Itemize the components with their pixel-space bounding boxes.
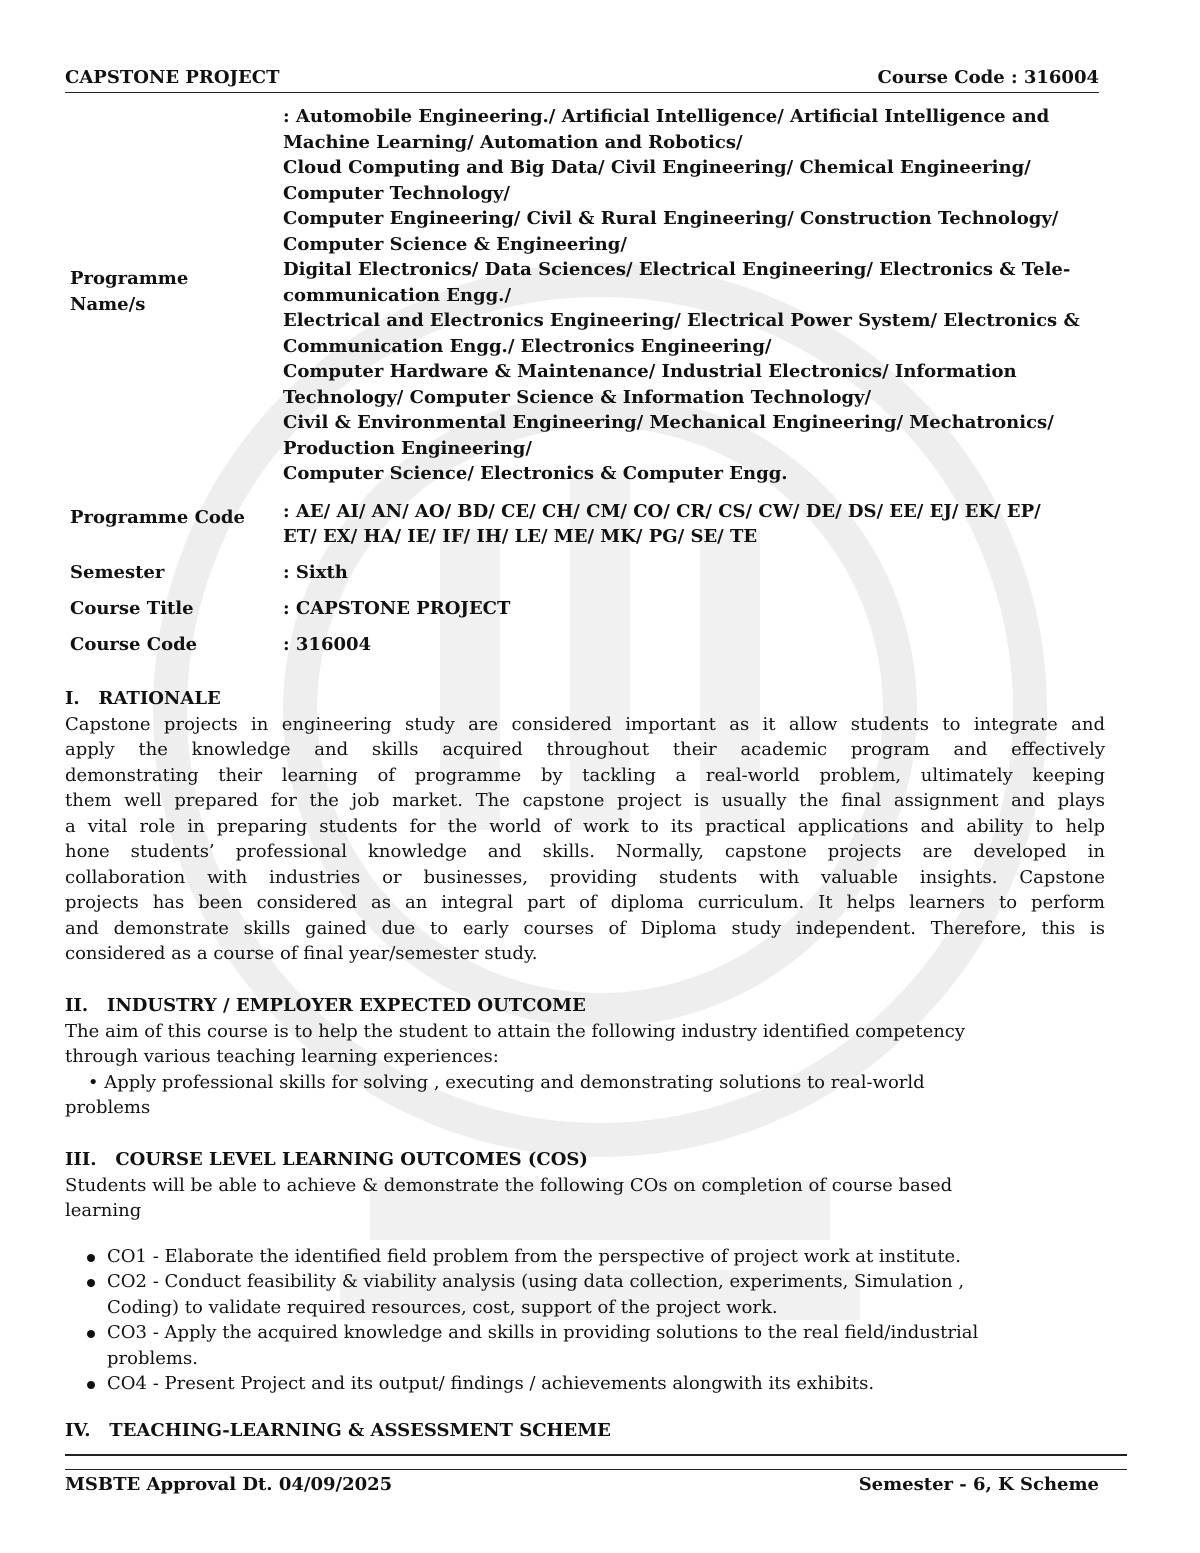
rationale-section [65,686,1105,967]
programme-names-row [70,104,1130,487]
industry-heading: II. INDUSTRY / EMPLOYER EXPECTED OUTCOME [65,995,586,1016]
bullet-icon [87,1330,95,1338]
co-item: CO4 - Present Project and its output/ findings / achievements alongwith its exhibits. [65,1371,1105,1397]
header-course-code: Course Code : 316004 [877,67,1099,88]
programme-code-label: Programme Code [70,506,245,528]
course-code-row [70,632,1130,658]
industry-section [65,993,1105,1121]
programme-code-row [70,499,1130,550]
semester-label: Semester [70,561,165,583]
co-item: CO3 - Apply the acquired knowledge and skills in providing solutions to the real field/industrial problems. [65,1320,1105,1371]
co-list [65,1244,1105,1397]
cos-intro: Students will be able to achieve & demonstrate the following COs on completion of course based learning [65,1174,953,1221]
programme-names-value: : Automobile Engineering./ Artificial Intelligence/ Artificial Intelligence and Machine Learning/ Automation and Robotics/ Cloud Computing and Big Data/ Civil Engineering/ Chemical Engineering/ Computer Technology/ Computer Engineering/ Civil & Rural Engineering/ Construction Technology/ Computer Science & Engineering/ Digital Electronics/ Data Sciences/ Electrical Engineering/ Electronics & Tele- communication Engg./ Electrical and Electronics Engineering/ Electrical Power System/ Electronics & Communication Engg./ Electronics Engineering/ Computer Hardware & Maintenance/ Industrial Electronics/ Information Technology/ Computer Science & Information Technology/ Civil & Environmental Engineering/ Mechanical Engineering/ Mechatronics/ Production Engineering/ Computer Science/ Electronics & Computer Engg. [283,106,1080,484]
bullet-icon [87,1381,95,1389]
cos-heading: III. COURSE LEVEL LEARNING OUTCOMES (COS) [65,1149,588,1170]
header-title: CAPSTONE PROJECT [65,67,280,88]
bullet-icon [87,1254,95,1262]
page-header [65,66,1099,93]
course-title-value: : CAPSTONE PROJECT [283,598,511,619]
industry-bullet: • Apply professional skills for solving , executing and demonstrating solutions to real-world [65,1071,925,1093]
programme-code-value: : AE/ AI/ AN/ AO/ BD/ CE/ CH/ CM/ CO/ CR/ CS/ CW/ DE/ DS/ EE/ EJ/ EK/ EP/ ET/ EX/ HA/ IE/ IF/ IH/ LE/ ME/ MK/ PG/ SE/ TE [283,500,1041,547]
course-code-value: : 316004 [283,633,372,655]
rationale-heading: I. RATIONALE [65,688,221,709]
cos-section [65,1147,1105,1397]
teaching-section [65,1418,1105,1444]
co-item: CO2 - Conduct feasibility & viability analysis (using data collection, experiments, Simulation , Coding) to validate required resources, cost, support of the project work. [65,1269,1105,1320]
co-item: CO1 - Elaborate the identified field problem from the perspective of project work at institute. [65,1244,1105,1270]
footer-approval: MSBTE Approval Dt. 04/09/2025 [65,1474,393,1495]
footer-rule-thin [65,1469,1127,1470]
bullet-icon [87,1279,95,1287]
course-title-row [70,596,1130,622]
course-title-label: Course Title [70,598,194,619]
semester-value: : Sixth [283,561,348,583]
industry-body: The aim of this course is to help the student to attain the following industry identified competency through various teaching learning experiences: • Apply professional skills for solving , executing and demonstrating solutions to real-world problems [65,1019,1105,1121]
course-code-label: Course Code [70,633,198,655]
programme-names-label: Programme Name/s [70,268,189,315]
footer-rule-thick [65,1454,1127,1456]
teaching-heading: IV. TEACHING-LEARNING & ASSESSMENT SCHEME [65,1420,611,1441]
rationale-body: Capstone projects in engineering study are considered important as it allow students to integrate and apply the knowledge and skills acquired throughout their academic program and effectively demonstrating their learning of programme by tackling a real-world problem, ultimately keeping them well prepared for the job market. The capstone project is usually the final assignment and plays a vital role in preparing students for the world of work to its practical applications and ability to help hone students’ professional knowledge and skills. Normally, capstone projects are developed in collaboration with industries or businesses, providing students with valuable insights. Capstone projects has been considered as an integral part of diploma curriculum. It helps learners to perform and demonstrate skills gained due to early courses of Diploma study independent. Therefore, this is considered as a course of final year/semester study. [65,713,1105,964]
course-meta [70,104,1130,657]
semester-row [70,560,1130,586]
footer-scheme: Semester - 6, K Scheme [858,1474,1099,1495]
